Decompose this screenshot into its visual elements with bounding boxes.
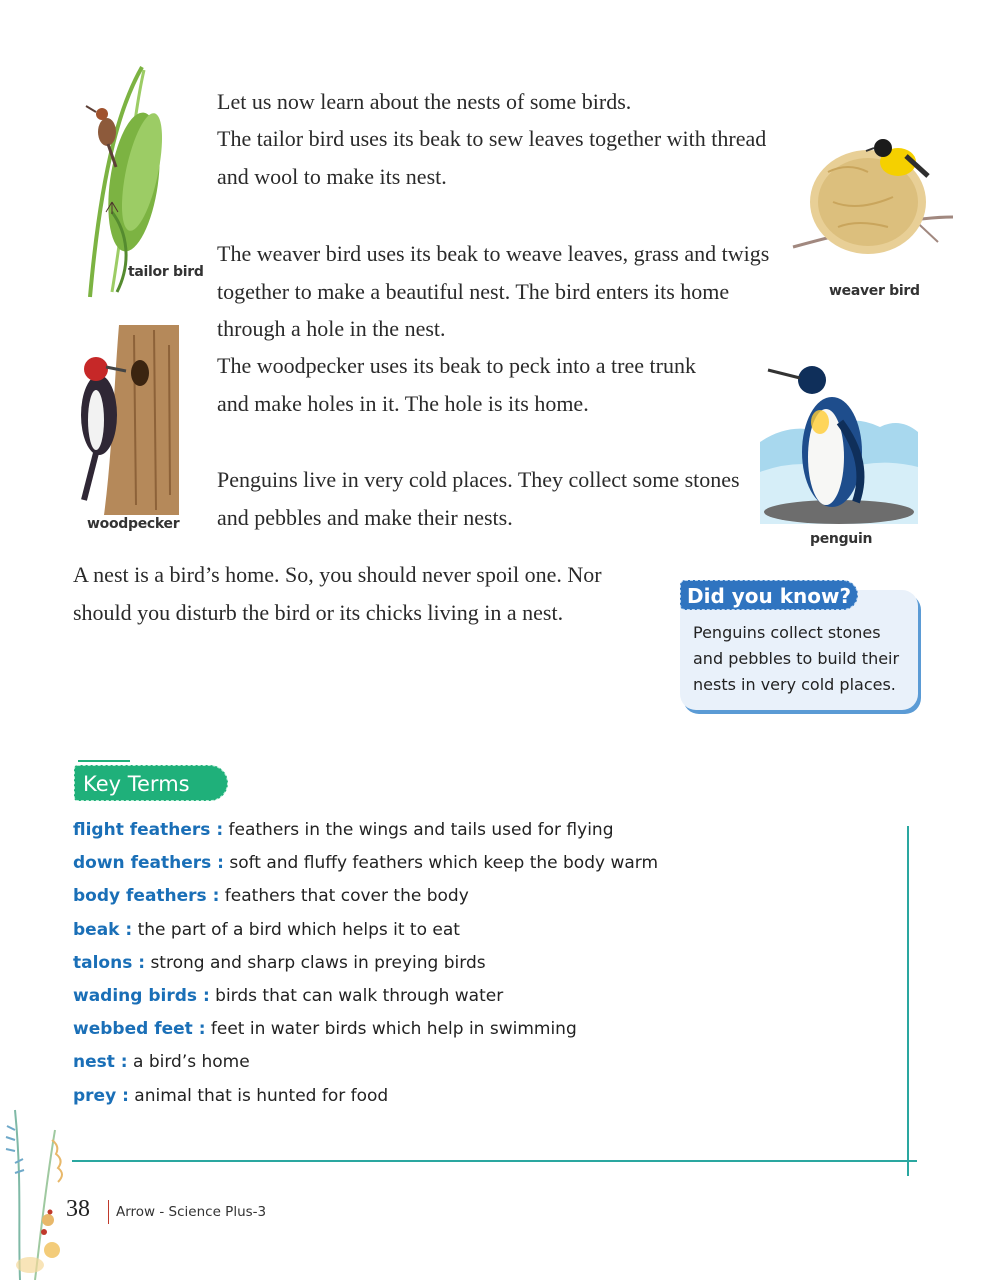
footer-divider xyxy=(108,1200,109,1224)
key-term-item xyxy=(73,1047,658,1080)
weaver-bird-caption: weaver bird xyxy=(829,283,920,299)
woodpecker-paragraph: The woodpecker uses its beak to peck into a tree trunk and make holes in it. The hole is its home. xyxy=(217,353,696,416)
key-term-definition: strong and sharp claws in preying birds xyxy=(145,952,486,973)
key-term: wading birds : xyxy=(73,985,210,1006)
did-you-know-title: Did you know? xyxy=(680,580,858,610)
key-terms-list xyxy=(73,815,658,1114)
key-term-definition: feathers in the wings and tails used for flying xyxy=(223,820,614,840)
did-you-know-text: Penguins collect stones and pebbles to build their nests in very cold places. xyxy=(693,623,900,694)
page-number: 38 xyxy=(66,1196,90,1222)
penguin-illustration xyxy=(760,362,918,524)
key-term-item xyxy=(73,881,658,914)
frame-horizontal-rule xyxy=(72,1160,917,1162)
key-term-item xyxy=(73,948,658,981)
key-term: beak : xyxy=(73,919,133,940)
key-term: flight feathers : xyxy=(73,820,224,840)
weaver-bird-paragraph: The weaver bird uses its beak to weave leaves, grass and twigs together to make a beautiful nest. The bird enters its home through a hole in the nest. xyxy=(217,241,770,341)
intro-line: Let us now learn about the nests of some birds. xyxy=(217,89,632,114)
nest-paragraph: A nest is a bird’s home. So, you should never spoil one. Nor should you disturb the bird or its chicks living in a nest. xyxy=(73,562,602,625)
book-title: Arrow - Science Plus-3 xyxy=(116,1204,267,1220)
key-term-definition: feathers that cover the body xyxy=(219,886,469,907)
key-term-definition: soft and fluffy feathers which keep the body warm xyxy=(223,853,659,874)
key-term-item xyxy=(73,815,658,848)
key-term-definition: animal that is hunted for food xyxy=(128,1085,389,1106)
key-term-item xyxy=(73,981,658,1014)
key-term: prey : xyxy=(73,1085,129,1106)
key-term: nest : xyxy=(73,1052,128,1073)
tailor-bird-paragraph: The tailor bird uses its beak to sew leaves together with thread and wool to make its nest. xyxy=(217,126,767,189)
key-term-definition: the part of a bird which helps it to eat xyxy=(132,919,460,940)
key-term-item xyxy=(73,1081,658,1114)
key-term-definition: birds that can walk through water xyxy=(209,985,504,1006)
woodpecker-caption: woodpecker xyxy=(87,516,180,532)
key-term-definition: a bird’s home xyxy=(127,1052,250,1073)
woodpecker-illustration xyxy=(74,325,184,515)
key-terms-accent-line xyxy=(78,760,130,762)
penguin-paragraph: Penguins live in very cold places. They collect some stones and pebbles and make their nests. xyxy=(217,467,740,530)
key-term: down feathers : xyxy=(73,853,224,874)
key-term-definition: feet in water birds which help in swimming xyxy=(205,1019,577,1040)
key-term: webbed feet : xyxy=(73,1019,206,1040)
tailor-bird-caption: tailor bird xyxy=(128,264,204,280)
weaver-bird-illustration xyxy=(788,132,958,262)
key-term-item xyxy=(73,1014,658,1047)
key-terms-title: Key Terms xyxy=(74,765,228,801)
frame-vertical-rule xyxy=(907,826,909,1176)
penguin-caption: penguin xyxy=(810,531,873,547)
key-term-item xyxy=(73,848,658,881)
key-term: talons : xyxy=(73,952,146,973)
key-term-item xyxy=(73,915,658,948)
key-term: body feathers : xyxy=(73,886,220,907)
floral-decoration xyxy=(0,1100,70,1280)
